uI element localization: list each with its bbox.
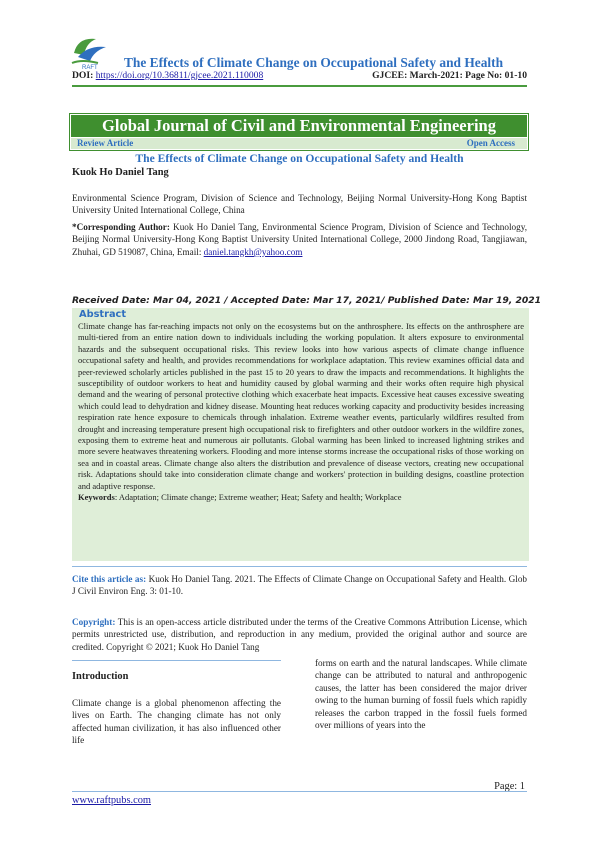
- copyright-label: Copyright:: [72, 617, 116, 627]
- column-divider: [72, 660, 281, 661]
- section-divider: [72, 566, 527, 567]
- footer-divider: [72, 791, 527, 792]
- abstract-heading: Abstract: [79, 309, 127, 320]
- doi-label: DOI:: [72, 70, 96, 81]
- introduction-right-column: forms on earth and the natural landscapes. While climate change can be attributed to natural and anthropogenic causes, the latter has been considered the major driver owing to the human burning of fossil fuels which rapidly releases the carbon trapped in the fossil fuels formed over millions of years into the: [315, 658, 527, 731]
- corresponding-label: *Corresponding Author:: [72, 222, 170, 232]
- copyright-text: This is an open-access article distributed under the terms of the Creative Commons Attribution License, which permits unrestricted use, distribution, and reproduction in any medium, provided the original author and source are credited. Copyright © 2021; Kuok Ho Daniel Tang: [72, 617, 527, 652]
- abstract-text: Climate change has far-reaching impacts not only on the ecosystems but on the anthrosphere. Its effects on the anthrosphere are multi-tiered from an entire nation down to individuals including the working population. It alters exposure to environmental hazards and the subsequent occupational risks. This review looks into how various aspects of climate change influence occupational safety and health, and provides recommendations for workplace adaptation. This review examines official data and peer-reviewed scholarly articles published in the past 15 to 20 years to draw the impacts and recommendations. It highlights the susceptibility of outdoor workers to heat and humidity caused by global warming and their works often require high physical demand and the wearing of personal protective clothing which exacerbate heat impacts. Excessive heat causes excessive sweating which could lead to dehydration and kidney disease. Mounting heat reduces working capacity and productivity besides increasing respiration rate hence exposure to chemicals through inhalation. Extreme weather events, particularly wildfires resulted from drought and increasing temperature present high occupational risk to firefighters and other outdoor workers in the wildfire zones, exposing them to extreme heat and numerous air pollutants. Global warming has been linked to increased lightning strikes and more severe heatwaves threatening workers. Flooding and more intense storms increase the occupational risks of those working on sea and in coastal areas. Climate change also alters the distribution and prevalence of disease vectors, creating new occupational risk. Adaptations should take into consideration climate change and workers' protection in building designs, coastline protection and adaptive response.: [78, 321, 524, 491]
- citation-text: Kuok Ho Daniel Tang. 2021. The Effects of Climate Change on Occupational Safety and Health. Glob J Civil Environ Eng. 3: 01-10.: [72, 574, 528, 597]
- header-divider: [72, 85, 527, 87]
- corresponding-text: Kuok Ho Daniel Tang, Environmental Science Program, Division of Science and Technology, Beijing Normal University-Hong Kong Baptist University United International College, 2000 Jindong Road, Tangjiawan, Zhuhai, GD 519087, China, Email:: [72, 222, 528, 257]
- abstract-box: [72, 308, 529, 561]
- doi-link[interactable]: https://doi.org/10.36811/gjcee.2021.110008: [95, 70, 264, 81]
- logo-text: RAFT: [82, 65, 98, 71]
- running-title: The Effects of Climate Change on Occupational Safety and Health: [124, 55, 504, 70]
- article-title: The Effects of Climate Change on Occupational Safety and Health: [135, 152, 464, 165]
- abstract-body: [78, 321, 524, 504]
- doi-row: [72, 70, 527, 81]
- article-type-bar: [71, 138, 527, 149]
- author-email-link[interactable]: daniel.tangkh@yahoo.com: [203, 246, 303, 257]
- publisher-logo: [68, 33, 114, 71]
- author-name: Kuok Ho Daniel Tang: [72, 167, 169, 178]
- keywords-list: : Adaptation; Climate change; Extreme weather; Heat; Safety and health; Workplace: [114, 492, 402, 503]
- publication-dates: Received Date: Mar 04, 2021 / Accepted Date: Mar 17, 2021/ Published Date: Mar 19, 2021: [72, 295, 542, 306]
- copyright-block: [72, 616, 527, 653]
- introduction-left-column: Climate change is a global phenomenon affecting the lives on Earth. The changing climate has not only affected human civilization, it has also influenced other life: [72, 698, 281, 746]
- publisher-website-link[interactable]: www.raftpubs.com: [72, 795, 151, 806]
- page-number: Page: 1: [494, 781, 525, 792]
- journal-name-banner: Global Journal of Civil and Environmental Engineering: [71, 115, 527, 137]
- journal-reference: GJCEE: March-2021: Page No: 01-10: [372, 70, 527, 81]
- citation-block: [72, 573, 527, 598]
- article-type-label: Review Article: [77, 138, 134, 148]
- introduction-heading: Introduction: [72, 671, 129, 682]
- open-access-label: Open Access: [466, 138, 515, 148]
- corresponding-author: [72, 221, 527, 258]
- citation-label: Cite this article as:: [72, 574, 147, 584]
- affiliation: Environmental Science Program, Division of Science and Technology, Beijing Normal University-Hong Kong Baptist University United International College, China: [72, 193, 527, 216]
- keywords-label: Keywords: [78, 492, 115, 503]
